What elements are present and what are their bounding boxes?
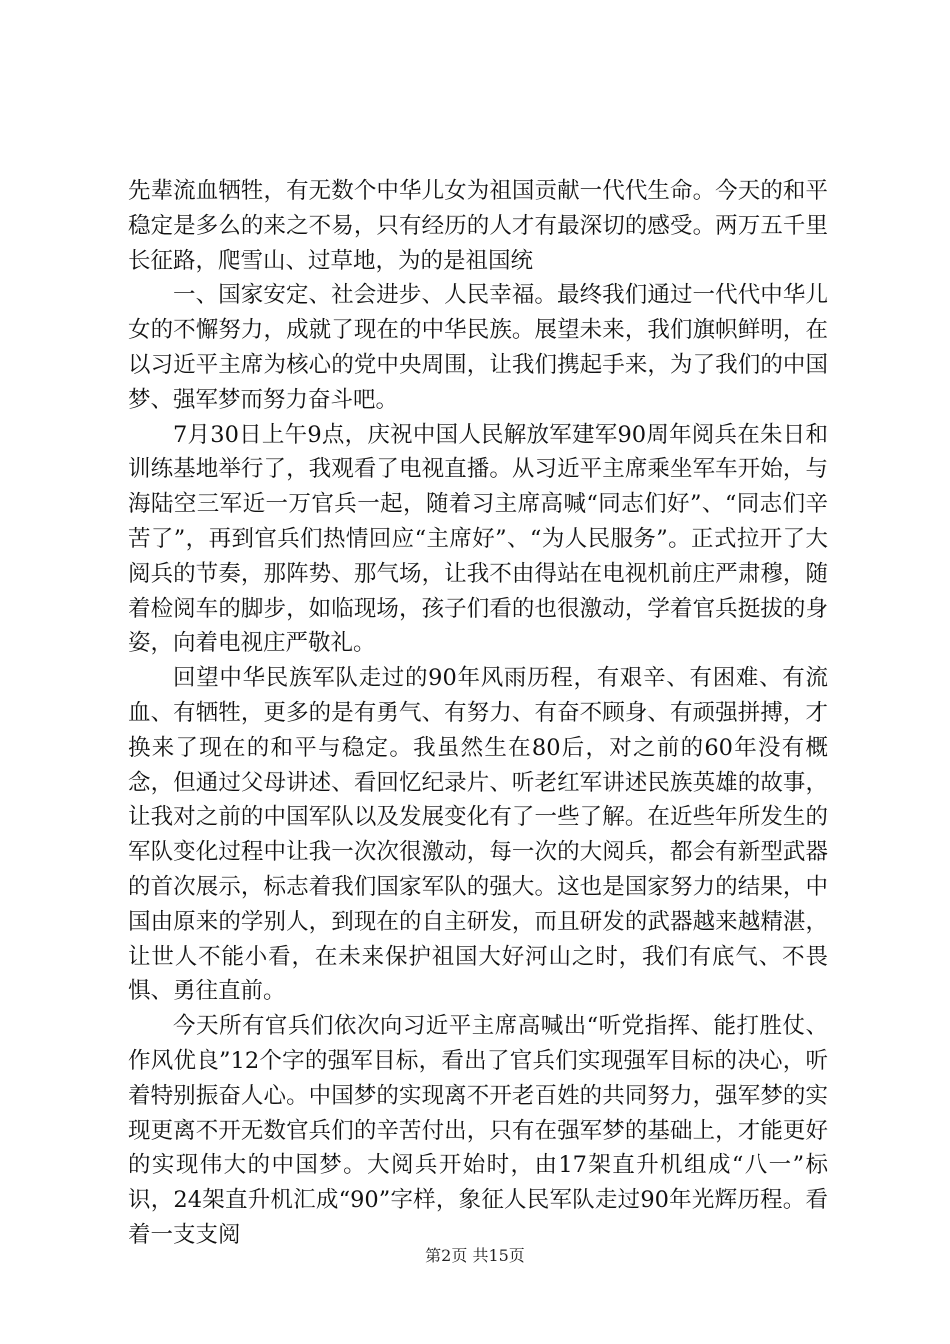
paragraph-4: 回望中华民族军队走过的90年风雨历程，有艰辛、有困难、有流血、有牺牲，更多的是有勇气、有努力、有奋不顾身、有顽强拼搏，才换来了现在的和平与稳定。我虽然生在80后，对之前的60年没有概念，但通过父母讲述、看回忆纪录片、听老红军讲述民族英雄的故事，让我对之前的中国军队以及发展变化有了一些了解。在近些年所发生的军队变化过程中让我一次次很激动，每一次的大阅兵，都会有新型武器的首次展示，标志着我们国家军队的强大。这也是国家努力的结果，中国由原来的学别人，到现在的自主研发，而且研发的武器越来越精湛，让世人不能小看，在未来保护祖国大好河山之时，我们有底气、不畏惧、勇往直前。 <box>128 665 828 1005</box>
document-body <box>128 174 828 1253</box>
paragraph-3: 7月30日上午9点，庆祝中国人民解放军建军90周年阅兵在朱日和训练基地举行了，我观看了电视直播。从习近平主席乘坐军车开始，与海陆空三军近一万官兵一起，随着习主席高喊“同志们好”、“同志们辛苦了”，再到官兵们热情回应“主席好”、“为人民服务”。正式拉开了大阅兵的节奏，那阵势、那气场，让我不由得站在电视机前庄严肃穆，随着检阅车的脚步，如临现场，孩子们看的也很激动，学着官兵挺拔的身姿，向着电视庄严敬礼。 <box>128 421 828 657</box>
paragraph-5: 今天所有官兵们依次向习近平主席高喊出“听党指挥、能打胜仗、作风优良”12个字的强军目标，看出了官兵们实现强军目标的决心，听着特别振奋人心。中国梦的实现离不开老百姓的共同努力，强军梦的实现更离不开无数官兵们的辛苦付出，只有在强军梦的基础上，才能更好的实现伟大的中国梦。大阅兵开始时，由17架直升机组成“八一”标识，24架直升机汇成“90”字样，象征人民军队走过90年光辉历程。看着一支支阅 <box>128 1013 828 1248</box>
paragraph-2: 一、国家安定、社会进步、人民幸福。最终我们通过一代代中华儿女的不懈努力，成就了现在的中华民族。展望未来，我们旗帜鲜明，在以习近平主席为核心的党中央周围，让我们携起手来，为了我们的中国梦、强军梦而努力奋斗吧。 <box>128 282 828 413</box>
page-number-footer: 第2页 共15页 <box>425 1246 525 1265</box>
paragraph-1: 先辈流血牺牲，有无数个中华儿女为祖国贡献一代代生命。今天的和平稳定是多么的来之不易，只有经历的人才有最深切的感受。两万五千里长征路，爬雪山、过草地，为的是祖国统 <box>128 178 828 274</box>
